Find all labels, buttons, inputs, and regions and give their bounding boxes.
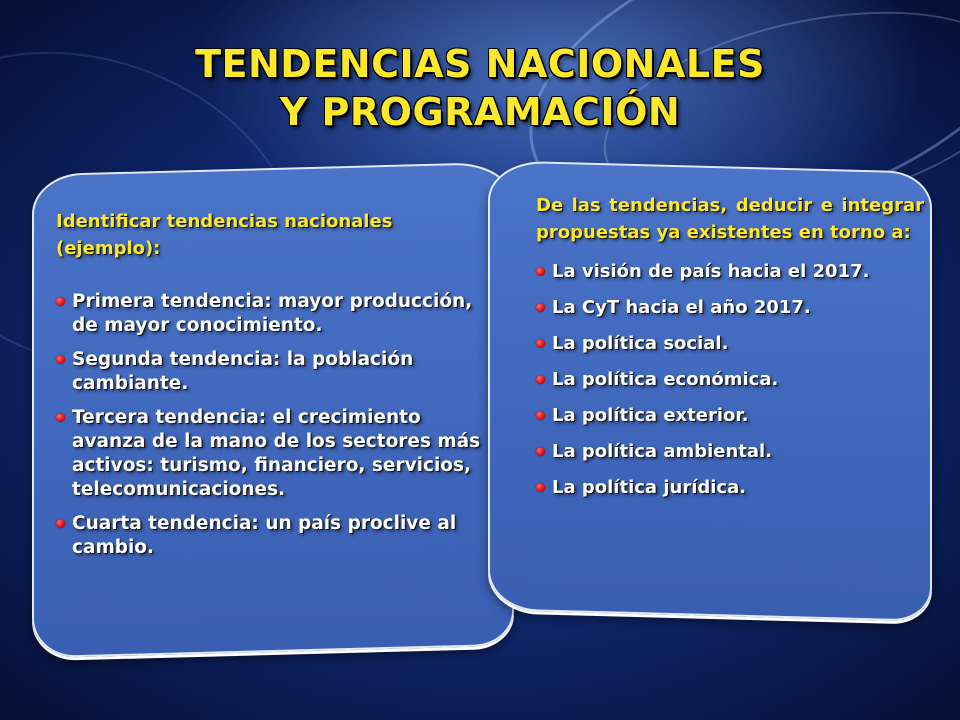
slide-title-line-2: Y PROGRAMACIÓN: [279, 90, 681, 134]
right-panel-list: [536, 260, 924, 500]
list-item: [56, 512, 496, 560]
bullet-dot-icon: [536, 483, 545, 492]
list-item-text: La visión de país hacia el 2017.: [552, 261, 870, 282]
list-item-text: La política ambiental.: [552, 441, 773, 462]
list-item: [536, 476, 924, 500]
bullet-dot-icon: [536, 375, 545, 384]
list-item: [536, 404, 924, 428]
left-panel-intro: Identificar tendencias nacionales (ejemplo):: [56, 211, 393, 259]
list-item: [536, 332, 924, 356]
bullet-dot-icon: [536, 267, 545, 276]
list-item-text: Primera tendencia: mayor producción, de mayor conocimiento.: [72, 291, 473, 336]
list-item-text: La política exterior.: [552, 405, 749, 426]
list-item-text: Segunda tendencia: la población cambiante.: [72, 349, 414, 394]
list-item: [536, 440, 924, 464]
right-panel: [536, 192, 924, 512]
list-item-text: La política social.: [552, 333, 729, 354]
left-panel-list: [56, 290, 496, 560]
list-item: [536, 296, 924, 320]
left-panel: [56, 208, 496, 570]
bullet-dot-icon: [56, 355, 65, 364]
list-item-text: Tercera tendencia: el crecimiento avanza de la mano de los sectores más activos: turismo, financiero, servicios, telecomunicaciones.: [72, 407, 481, 500]
list-item: [56, 406, 496, 502]
list-item-text: La política económica.: [552, 369, 779, 390]
bullet-dot-icon: [56, 297, 65, 306]
bullet-dot-icon: [536, 303, 545, 312]
bullet-dot-icon: [56, 519, 65, 528]
list-item: [536, 260, 924, 284]
list-item-text: La CyT hacia el año 2017.: [552, 297, 811, 318]
slide-title: [0, 40, 960, 136]
bullet-dot-icon: [56, 413, 65, 422]
list-item-text: La política jurídica.: [552, 477, 747, 498]
bullet-dot-icon: [536, 447, 545, 456]
bullet-dot-icon: [536, 411, 545, 420]
list-item: [56, 290, 496, 338]
right-panel-intro: De las tendencias, deducir e integrar propuestas ya existentes en torno a:: [536, 195, 924, 243]
bullet-dot-icon: [536, 339, 545, 348]
list-item-text: Cuarta tendencia: un país proclive al cambio.: [72, 513, 457, 558]
slide-title-line-1: TENDENCIAS NACIONALES: [195, 42, 765, 86]
list-item: [536, 368, 924, 392]
list-item: [56, 348, 496, 396]
